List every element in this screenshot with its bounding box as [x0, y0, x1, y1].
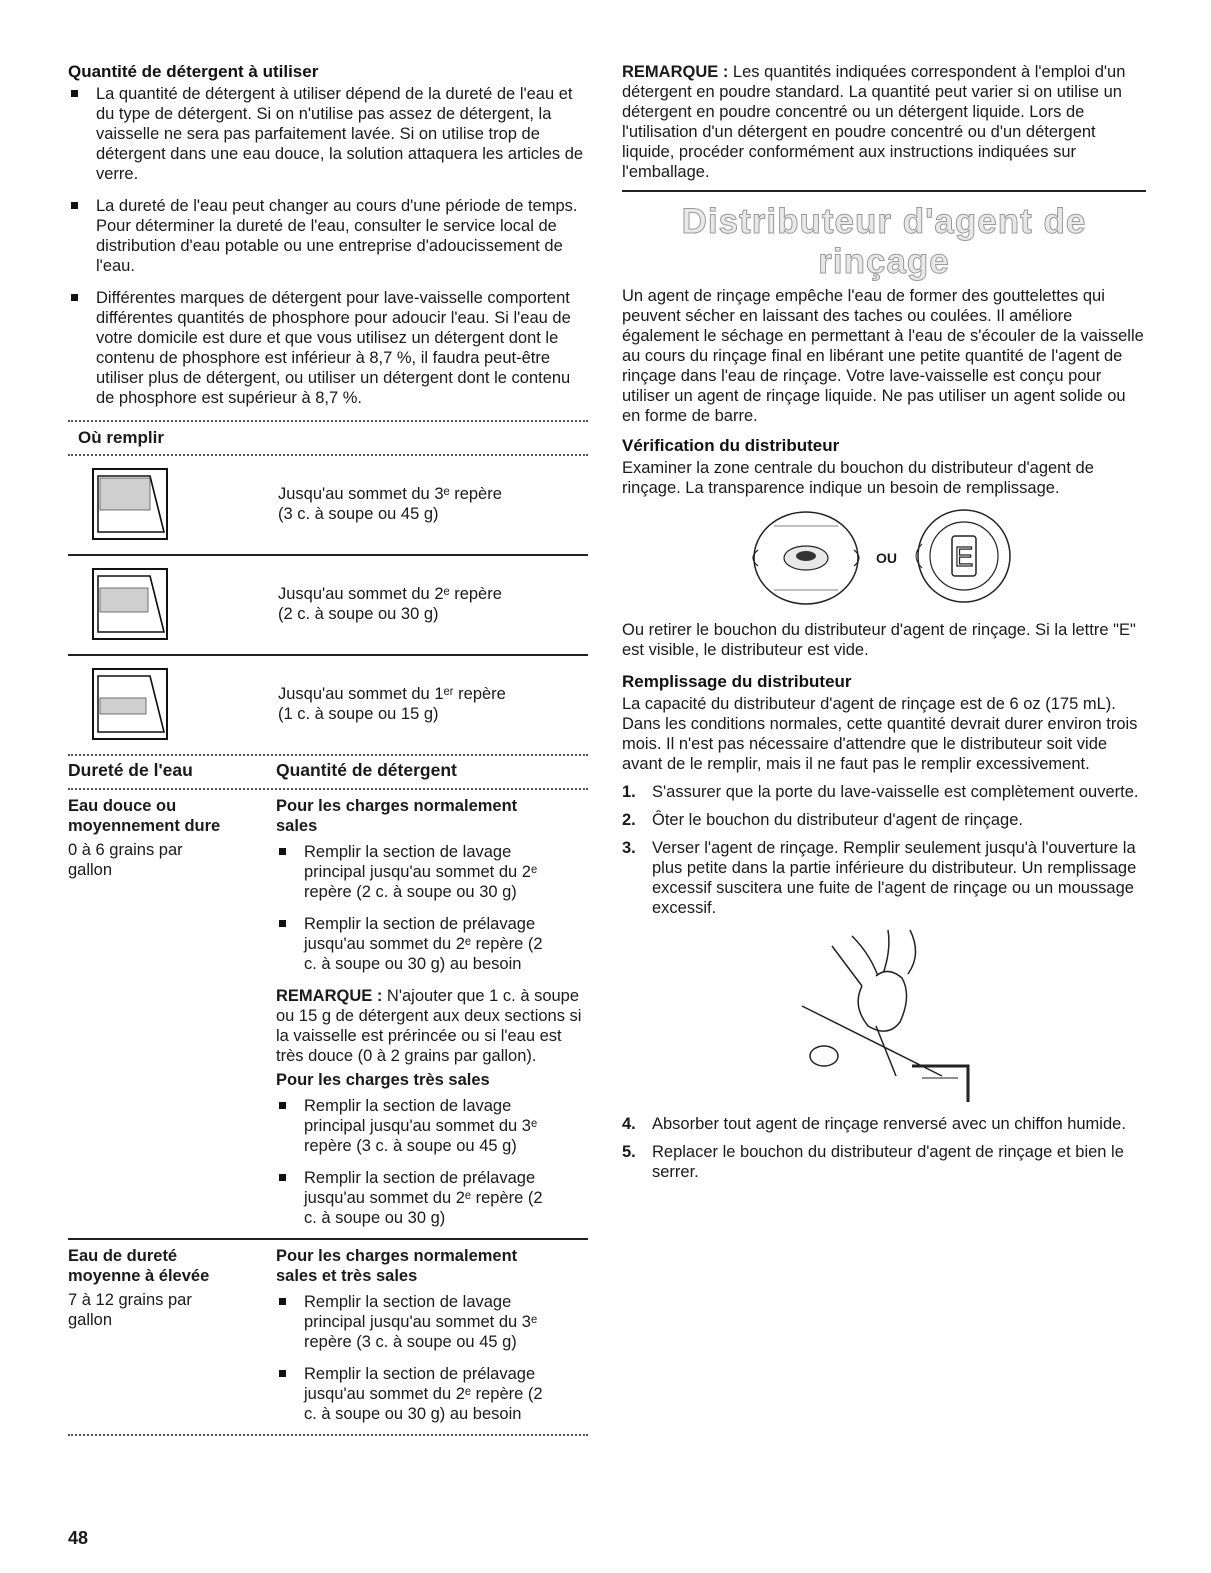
fill-row-1: [68, 656, 588, 754]
hardness-title: Eau de dureté moyenne à élevée: [68, 1247, 210, 1285]
fill-row-text: Jusqu'au sommet du 1ᵉʳ repère (1 c. à soupe ou 15 g): [278, 685, 506, 723]
rinse-intro: Un agent de rinçage empêche l'eau de former des gouttelettes qui peuvent sécher en laissant des taches ou coulées. Il améliore également le séchage en permettant à l'eau de s'écouler de la vaisselle au cours du rinçage final en libérant une petite quantité de l'agent de rinçage dans l'eau de rinçage. Votre lave-vaisselle est conçu pour utiliser un agent de rinçage liquide. Ne pas utiliser un agent solide ou en forme de barre.: [622, 287, 1144, 425]
fill-steps-b: [622, 1114, 1146, 1182]
remove-text: Ou retirer le bouchon du distributeur d'agent de rinçage. Si la lettre "E" est visible, le distributeur est vide.: [622, 621, 1136, 659]
check-title: Vérification du distributeur: [622, 436, 840, 455]
pouring-rinse-aid-icon: [792, 926, 972, 1102]
list-item: La dureté de l'eau peut changer au cours d'une période de temps. Pour déterminer la dureté de l'eau, consulter le service local de distribution d'eau potable ou une entreprise d'adoucissement de l'eau.: [68, 196, 588, 276]
divider: [68, 1434, 588, 1436]
fill-row-text: Jusqu'au sommet du 3ᵉ repère (3 c. à soupe ou 45 g): [278, 485, 502, 523]
list-item: La quantité de détergent à utiliser dépend de la dureté de l'eau et du type de détergent. Si on n'utilise pas assez de détergent, la vaisselle ne sera pas parfaitement lavée. Si on utilise trop de détergent dans une eau douce, la solution attaquera les articles de verre.: [68, 84, 588, 184]
detergent-cup-level-1-icon: [92, 668, 170, 742]
list-item: 5. Replacer le bouchon du distributeur d'agent de rinçage et bien le serrer.: [622, 1143, 1124, 1181]
fill-row-text: Jusqu'au sommet du 2ᵉ repère (2 c. à soupe ou 30 g): [278, 585, 502, 623]
heavy-load-title: Pour les charges très sales: [276, 1071, 490, 1089]
pouring-figure: [622, 926, 1146, 1114]
fill-row-2: [68, 556, 588, 654]
list-item: Remplir la section de lavage principal jusqu'au sommet du 2ᵉ repère (2 c. à soupe ou 30 g): [276, 842, 556, 902]
hardness-value: 7 à 12 grains par gallon: [68, 1291, 192, 1329]
table-row: [68, 1240, 588, 1434]
fill-row-3: [68, 456, 588, 554]
load-title: Pour les charges normalement sales et très sales: [276, 1247, 518, 1285]
divider: [622, 190, 1146, 192]
detergent-cup-level-3-icon: [92, 468, 170, 542]
list-item: Remplir la section de prélavage jusqu'au sommet du 2ᵉ repère (2 c. à soupe ou 30 g) au besoin: [276, 1364, 556, 1424]
hardness-value: 0 à 6 grains par gallon: [68, 841, 183, 879]
left-column: [68, 62, 588, 1436]
table-header-quantity: Quantité de détergent: [276, 760, 457, 780]
page-number: 48: [68, 1528, 89, 1548]
list-item: 2. Ôter le bouchon du distributeur d'agent de rinçage.: [622, 811, 1023, 829]
check-text: Examiner la zone centrale du bouchon du distributeur d'agent de rinçage. La transparence indique un besoin de remplissage.: [622, 459, 1094, 497]
or-label: OU: [876, 550, 897, 566]
hardness-table: [68, 756, 588, 1436]
list-item: Différentes marques de détergent pour lave-vaisselle comportent différentes quantités de phosphore pour adoucir l'eau. Si l'eau de votre domicile est dure et que vous utilisez un détergent dont le contenu de phosphore est inférieur à 8,7 %, il faudra peut-être utiliser plus de détergent, ou utiliser un détergent dont le contenu de phosphore est supérieur à 8,7 %.: [68, 288, 588, 408]
dispenser-cap-icon: [744, 506, 868, 610]
quantity-bullets: [68, 84, 588, 408]
hardness-title: Eau douce ou moyennement dure: [68, 797, 221, 835]
fill-title: Où remplir: [78, 428, 164, 447]
list-item: 3. Verser l'agent de rinçage. Remplir seulement jusqu'à l'ouverture la plus petite dans la partie inférieure du distributeur. Un remplissage excessif suscitera une fuite de l'agent de rinçage ou un moussage excessif.: [622, 839, 1137, 917]
dispenser-figure: [622, 500, 1146, 620]
fill-dispenser-text: La capacité du distributeur d'agent de rinçage est de 6 oz (175 mL). Dans les conditions normales, cette quantité devrait durer environ trois mois. Il n'est pas nécessaire d'attendre que le distributeur soit vide avant de le remplir, mais il ne faut pas le remplir excessivement.: [622, 695, 1138, 773]
list-item: Remplir la section de prélavage jusqu'au sommet du 2ᵉ repère (2 c. à soupe ou 30 g) au besoin: [276, 914, 556, 974]
list-item: 4. Absorber tout agent de rinçage renversé avec un chiffon humide.: [622, 1115, 1126, 1133]
note: REMARQUE : N'ajouter que 1 c. à soupe ou 15 g de détergent aux deux sections si la vaisselle est prérincée ou si l'eau est très douce (0 à 2 grains par gallon).: [276, 987, 582, 1065]
table-row: [68, 790, 588, 1238]
right-column: [622, 62, 1146, 1190]
list-item: 1. S'assurer que la porte du lave-vaisselle est complètement ouverte.: [622, 783, 1139, 801]
normal-load-title: Pour les charges normalement sales: [276, 797, 518, 835]
e-letter: E: [954, 541, 974, 572]
section-banner: Distributeur d'agent de rinçage: [681, 202, 1087, 281]
list-item: Remplir la section de prélavage jusqu'au sommet du 2ᵉ repère (2 c. à soupe ou 30 g): [276, 1168, 556, 1228]
detergent-cup-level-2-icon: [92, 568, 170, 642]
list-item: Remplir la section de lavage principal jusqu'au sommet du 3ᵉ repère (3 c. à soupe ou 45 g): [276, 1096, 556, 1156]
fill-steps-a: [622, 782, 1146, 918]
empty-indicator-icon: [908, 504, 1012, 608]
table-header-hardness: Dureté de l'eau: [68, 760, 193, 780]
right-note: REMARQUE : Les quantités indiquées correspondent à l'emploi d'un détergent en poudre standard. La quantité peut varier si on utilise un détergent en poudre concentré ou un détergent liquide. Lors de l'utilisation d'un détergent en poudre concentré ou d'un détergent liquide, procéder conformément aux instructions indiquées sur l'emballage.: [622, 63, 1126, 181]
fill-dispenser-title: Remplissage du distributeur: [622, 672, 852, 691]
table-header: [68, 756, 588, 788]
quantity-title: Quantité de détergent à utiliser: [68, 62, 319, 81]
list-item: Remplir la section de lavage principal jusqu'au sommet du 3ᵉ repère (3 c. à soupe ou 45 g): [276, 1292, 556, 1352]
